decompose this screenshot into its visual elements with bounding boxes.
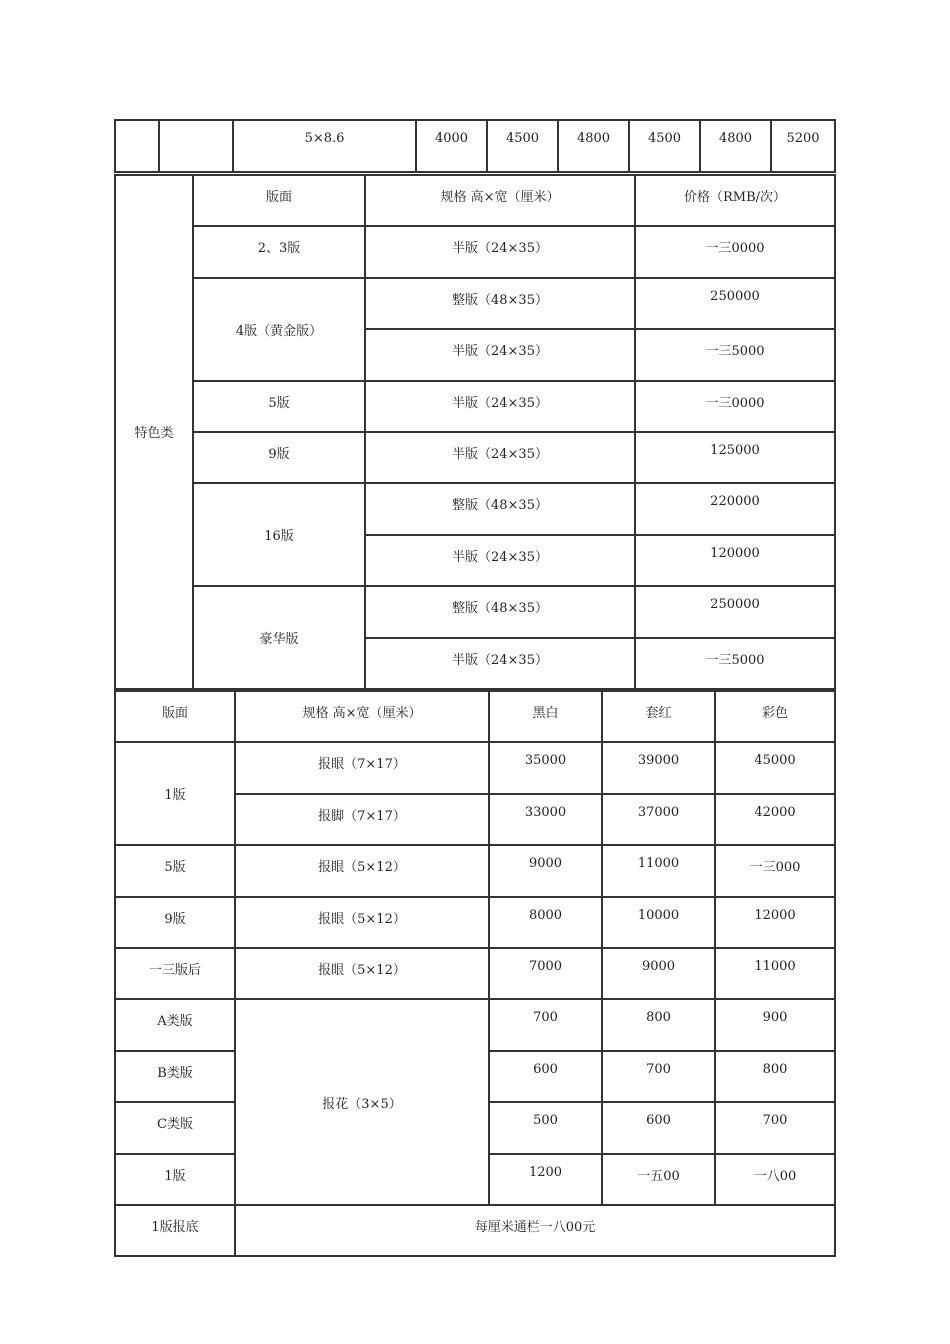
table-row [115, 691, 835, 742]
page-cell: B类版 [115, 1051, 235, 1102]
spec-cell: 报花（3×5） [235, 999, 489, 1205]
table-row [115, 742, 835, 793]
bw-price-cell: 700 [489, 999, 602, 1050]
price-cell: 250000 [635, 278, 835, 329]
price-cell: 一三0000 [635, 226, 835, 277]
column-header: 黑白 [489, 691, 602, 742]
red-price-cell: 39000 [602, 742, 715, 793]
spec-cell: 整版（48×35） [365, 586, 635, 637]
table-row [115, 175, 835, 226]
price-cell: 4500 [487, 120, 558, 172]
price-cell: 一三0000 [635, 381, 835, 432]
table-row [115, 226, 835, 277]
table-row [115, 897, 835, 948]
category-label: 特色类 [115, 175, 193, 689]
column-header: 价格（RMB/次） [635, 175, 835, 226]
table-row [115, 381, 835, 432]
table-row [115, 432, 835, 483]
column-header: 彩色 [715, 691, 835, 742]
spec-cell: 报眼（5×12） [235, 845, 489, 896]
ad-price-table [114, 690, 836, 1257]
table-row [115, 586, 835, 637]
bw-price-cell: 7000 [489, 948, 602, 999]
spec-cell: 半版（24×35） [365, 638, 635, 689]
color-price-cell: 45000 [715, 742, 835, 793]
price-cell: 120000 [635, 535, 835, 586]
price-cell: 一三5000 [635, 638, 835, 689]
bw-price-cell: 35000 [489, 742, 602, 793]
bw-price-cell: 1200 [489, 1154, 602, 1205]
bw-price-cell: 9000 [489, 845, 602, 896]
spec-cell: 整版（48×35） [365, 278, 635, 329]
column-header: 套红 [602, 691, 715, 742]
table-row [115, 999, 835, 1050]
page-cell: 一三版后 [115, 948, 235, 999]
spec-cell: 报脚（7×17） [235, 794, 489, 845]
price-cell: 4500 [629, 120, 700, 172]
color-price-cell: 11000 [715, 948, 835, 999]
color-price-cell: 12000 [715, 897, 835, 948]
spec-cell: 半版（24×35） [365, 535, 635, 586]
footer-note: 每厘米通栏一八00元 [235, 1205, 835, 1256]
color-price-cell: 42000 [715, 794, 835, 845]
page-cell: 5版 [193, 381, 365, 432]
column-header: 规格 高×宽（厘米） [365, 175, 635, 226]
page-cell: C类版 [115, 1102, 235, 1153]
price-cell: 4800 [700, 120, 771, 172]
red-price-cell: 600 [602, 1102, 715, 1153]
page-cell: 9版 [115, 897, 235, 948]
spec-cell: 报眼（5×12） [235, 948, 489, 999]
price-cell: 5200 [771, 120, 835, 172]
spec-cell: 半版（24×35） [365, 432, 635, 483]
spec-cell: 报眼（5×12） [235, 897, 489, 948]
color-price-cell: 一八00 [715, 1154, 835, 1205]
price-cell: 250000 [635, 586, 835, 637]
price-cell: 4800 [558, 120, 629, 172]
page-cell: 豪华版 [193, 586, 365, 689]
color-price-cell: 900 [715, 999, 835, 1050]
red-price-cell: 800 [602, 999, 715, 1050]
spec-cell: 半版（24×35） [365, 226, 635, 277]
bw-price-cell: 8000 [489, 897, 602, 948]
red-price-cell: 一五00 [602, 1154, 715, 1205]
red-price-cell: 10000 [602, 897, 715, 948]
table-row [115, 948, 835, 999]
table-row [115, 278, 835, 329]
spec-cell: 整版（48×35） [365, 483, 635, 534]
red-price-cell: 9000 [602, 948, 715, 999]
page-cell: 9版 [193, 432, 365, 483]
table-row [115, 1205, 835, 1256]
color-price-cell: 700 [715, 1102, 835, 1153]
price-cell: 125000 [635, 432, 835, 483]
empty-cell [115, 120, 159, 172]
price-cell: 220000 [635, 483, 835, 534]
price-cell: 4000 [416, 120, 487, 172]
table-row [115, 120, 835, 172]
column-header: 版面 [193, 175, 365, 226]
bw-price-cell: 500 [489, 1102, 602, 1153]
page-cell: 1版 [115, 742, 235, 845]
page-cell: 16版 [193, 483, 365, 586]
red-price-cell: 37000 [602, 794, 715, 845]
spec-cell: 5×8.6 [233, 120, 416, 172]
spec-cell: 半版（24×35） [365, 381, 635, 432]
color-price-cell: 一三000 [715, 845, 835, 896]
column-header: 规格 高×宽（厘米） [235, 691, 489, 742]
color-price-cell: 800 [715, 1051, 835, 1102]
column-header: 版面 [115, 691, 235, 742]
bw-price-cell: 33000 [489, 794, 602, 845]
page-cell: 4版（黄金版） [193, 278, 365, 381]
red-price-cell: 11000 [602, 845, 715, 896]
page-cell: 5版 [115, 845, 235, 896]
page-cell: 2、3版 [193, 226, 365, 277]
spec-cell: 报眼（7×17） [235, 742, 489, 793]
special-category-table [114, 174, 836, 690]
page-cell: 1版报底 [115, 1205, 235, 1256]
red-price-cell: 700 [602, 1051, 715, 1102]
spec-cell: 半版（24×35） [365, 329, 635, 380]
table-row [115, 483, 835, 534]
price-cell: 一三5000 [635, 329, 835, 380]
page-cell: 1版 [115, 1154, 235, 1205]
page-cell: A类版 [115, 999, 235, 1050]
table-row [115, 845, 835, 896]
top-price-row-table [114, 119, 836, 173]
bw-price-cell: 600 [489, 1051, 602, 1102]
empty-cell [159, 120, 233, 172]
